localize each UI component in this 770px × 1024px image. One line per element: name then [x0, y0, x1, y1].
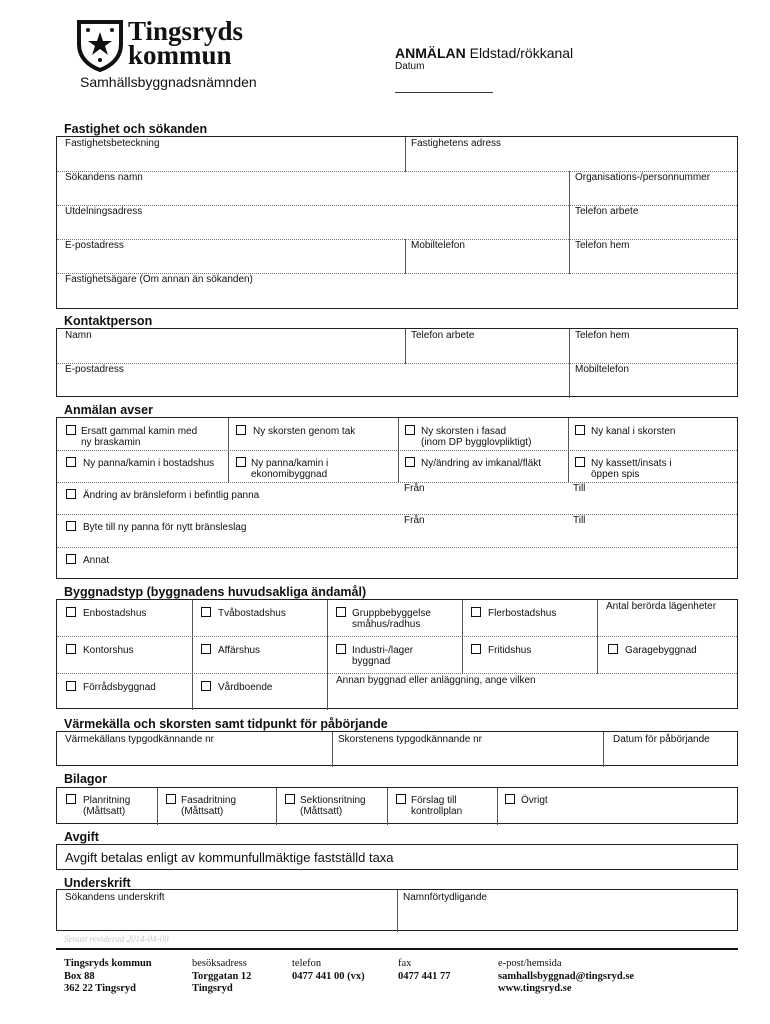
footer-visit-city: Tingsryd	[192, 983, 233, 994]
bldg-b10-checkbox[interactable]	[66, 681, 76, 691]
apartments-count-field[interactable]: Antal berörda lägenheter	[606, 601, 717, 612]
bldg-b7-checkbox[interactable]	[336, 644, 346, 654]
boiler-change-to-field[interactable]: Till	[573, 515, 586, 526]
footer-fax	[398, 958, 451, 983]
heating-box	[56, 731, 738, 766]
bldg-b2-checkbox[interactable]	[201, 607, 211, 617]
fuel-change-to-field[interactable]: Till	[573, 483, 586, 494]
other-building-field[interactable]: Annan byggnad eller anläggning, ange vilken	[336, 675, 536, 686]
contact-name-field[interactable]: Namn	[65, 330, 92, 341]
org-name-line2: kommun	[128, 40, 232, 70]
notif-opt8-label: Ny kassett/insats i öppen spis	[591, 458, 672, 480]
attach-a2-checkbox[interactable]	[166, 794, 176, 804]
signature-box	[56, 889, 738, 931]
bldg-b1-label: Enbostadshus	[83, 608, 147, 619]
bldg-b2-label: Tvåbostadshus	[218, 608, 286, 619]
footer-org	[64, 958, 152, 996]
footer-fax-label: fax	[398, 958, 412, 969]
municipality-shield-icon	[76, 18, 124, 72]
boiler-change-from-field[interactable]: Från	[404, 515, 425, 526]
attach-a1-checkbox[interactable]	[66, 794, 76, 804]
contact-phone-work-field[interactable]: Telefon arbete	[411, 330, 475, 341]
bldg-b5-label: Kontorshus	[83, 645, 134, 656]
contact-email-field[interactable]: E-postadress	[65, 364, 124, 375]
footer-email-link[interactable]: samhallsbyggnad@tingsryd.se	[498, 970, 635, 982]
phone-home-field[interactable]: Telefon hem	[575, 240, 630, 251]
signature-field[interactable]: Sökandens underskrift	[65, 892, 165, 903]
attach-a3-label: Sektionsritning (Måttsatt)	[300, 795, 366, 817]
notif-opt3-label: Ny skorsten i fasad (inom DP bygglovpliktigt)	[421, 426, 532, 448]
bldg-b4-checkbox[interactable]	[471, 607, 481, 617]
footer-visit-street: Torggatan 12	[192, 970, 252, 982]
section-title-heating: Värmekälla och skorsten samt tidpunkt för påbörjande	[64, 717, 388, 731]
org-name-line1: Tingsryds	[128, 16, 244, 46]
notif-opt2-checkbox[interactable]	[236, 425, 246, 435]
footer-phone	[292, 958, 365, 983]
attach-a3-checkbox[interactable]	[285, 794, 295, 804]
attach-a5-label: Övrigt	[521, 795, 548, 806]
notif-opt9-checkbox[interactable]	[66, 489, 76, 499]
attach-a2-label: Fasadritning (Måttsatt)	[181, 795, 237, 817]
revision-note: Senast reviderad 2014-04-08	[64, 934, 169, 944]
section-title-notification: Anmälan avser	[64, 403, 153, 417]
attach-a4-label: Förslag till kontrollplan	[411, 795, 463, 817]
notif-opt3-checkbox[interactable]	[405, 425, 415, 435]
notif-opt4-label: Ny kanal i skorsten	[591, 426, 676, 437]
footer-phone-number: 0477 441 00 (vx)	[292, 970, 365, 982]
footer-website-link[interactable]: www.tingsryd.se	[498, 983, 572, 994]
fuel-change-from-field[interactable]: Från	[404, 483, 425, 494]
notif-opt2-label: Ny skorsten genom tak	[253, 426, 356, 437]
heat-source-cert-field[interactable]: Värmekällans typgodkännande nr	[65, 734, 214, 745]
section-title-building: Byggnadstyp (byggnadens huvudsakliga ändamål)	[64, 585, 367, 599]
applicant-box	[56, 136, 738, 309]
contact-mobile-field[interactable]: Mobiltelefon	[575, 364, 629, 375]
property-designation-field[interactable]: Fastighetsbeteckning	[65, 138, 160, 149]
notif-opt7-checkbox[interactable]	[405, 457, 415, 467]
footer-org-box: Box 88	[64, 970, 95, 982]
notif-opt10-label: Byte till ny panna för nytt bränsleslag	[83, 522, 247, 533]
notif-opt4-checkbox[interactable]	[575, 425, 585, 435]
bldg-b11-checkbox[interactable]	[201, 681, 211, 691]
footer-phone-label: telefon	[292, 958, 322, 969]
notif-opt7-label: Ny/ändring av imkanal/fläkt	[421, 458, 542, 469]
footer-visit	[192, 958, 251, 996]
notif-opt1-label: Ersatt gammal kamin med ny braskamin	[81, 426, 198, 448]
email-field[interactable]: E-postadress	[65, 240, 124, 251]
footer-visit-label: besöksadress	[192, 958, 247, 969]
bldg-b3-label: Gruppbebyggelse småhus/radhus	[352, 608, 431, 630]
form-title-rest: Eldstad/rökkanal	[469, 45, 574, 61]
date-label: Datum	[395, 61, 425, 72]
contact-phone-home-field[interactable]: Telefon hem	[575, 330, 630, 341]
attach-a5-checkbox[interactable]	[505, 794, 515, 804]
bldg-b3-checkbox[interactable]	[336, 607, 346, 617]
property-address-field[interactable]: Fastighetens adress	[411, 138, 502, 149]
bldg-b5-checkbox[interactable]	[66, 644, 76, 654]
section-title-signature: Underskrift	[64, 876, 131, 890]
bldg-b11-label: Vårdboende	[218, 682, 273, 693]
notif-opt8-checkbox[interactable]	[575, 457, 585, 467]
notif-opt6-checkbox[interactable]	[236, 457, 246, 467]
footer-org-name: Tingsryds kommun	[64, 958, 152, 969]
bldg-b9-label: Garagebyggnad	[625, 645, 697, 656]
attach-a4-checkbox[interactable]	[396, 794, 406, 804]
logo	[76, 18, 266, 74]
section-title-attachments: Bilagor	[64, 772, 108, 786]
notif-opt11-checkbox[interactable]	[66, 554, 76, 564]
mobile-field[interactable]: Mobiltelefon	[411, 240, 465, 251]
bldg-b4-label: Flerbostadshus	[488, 608, 557, 619]
date-line[interactable]	[395, 92, 493, 93]
notif-opt6-label: Ny panna/kamin i ekonomibyggnad	[251, 458, 329, 480]
fee-text: Avgift betalas enligt av kommunfullmäktige fastställd taxa	[65, 850, 394, 865]
footer-divider	[56, 948, 738, 950]
applicant-name-field[interactable]: Sökandens namn	[65, 172, 143, 183]
bldg-b7-label: Industri-/lager byggnad	[352, 645, 414, 667]
footer-web	[498, 958, 634, 996]
org-number-field[interactable]: Organisations-/personnummer	[575, 172, 711, 183]
fee-box	[56, 844, 738, 870]
bldg-b1-checkbox[interactable]	[66, 607, 76, 617]
section-title-fee: Avgift	[64, 830, 99, 844]
footer-fax-number: 0477 441 77	[398, 970, 451, 982]
phone-work-field[interactable]: Telefon arbete	[575, 206, 639, 217]
bldg-b6-checkbox[interactable]	[201, 644, 211, 654]
bldg-b8-label: Fritidshus	[488, 645, 532, 656]
bldg-b8-checkbox[interactable]	[471, 644, 481, 654]
notif-opt1-checkbox[interactable]	[66, 425, 76, 435]
notif-opt5-checkbox[interactable]	[66, 457, 76, 467]
notif-opt5-label: Ny panna/kamin i bostadshus	[83, 458, 215, 469]
footer-org-postal: 362 22 Tingsryd	[64, 983, 136, 994]
notif-opt10-checkbox[interactable]	[66, 521, 76, 531]
start-date-field[interactable]: Datum för påbörjande	[613, 734, 710, 745]
form-title	[395, 45, 573, 61]
name-clarification-field[interactable]: Namnförtydligande	[403, 892, 487, 903]
section-title-applicant: Fastighet och sökanden	[64, 122, 208, 136]
notif-opt11-label: Annat	[83, 555, 110, 566]
chimney-cert-field[interactable]: Skorstenens typgodkännande nr	[338, 734, 482, 745]
form-title-bold: ANMÄLAN	[395, 45, 466, 61]
section-title-contact: Kontaktperson	[64, 314, 153, 328]
attach-a1-label: Planritning (Måttsatt)	[83, 795, 131, 817]
footer-web-label: e-post/hemsida	[498, 958, 562, 969]
owner-field[interactable]: Fastighetsägare (Om annan än sökanden)	[65, 274, 253, 285]
bldg-b9-checkbox[interactable]	[608, 644, 618, 654]
postal-address-field[interactable]: Utdelningsadress	[65, 206, 143, 217]
notif-opt9-label: Ändring av bränsleform i befintlig panna	[83, 490, 260, 501]
contact-box	[56, 328, 738, 397]
bldg-b6-label: Affärshus	[218, 645, 261, 656]
bldg-b10-label: Förrådsbyggnad	[83, 682, 156, 693]
department-name: Samhällsbyggnadsnämnden	[80, 74, 257, 90]
attachments-box	[56, 787, 738, 824]
